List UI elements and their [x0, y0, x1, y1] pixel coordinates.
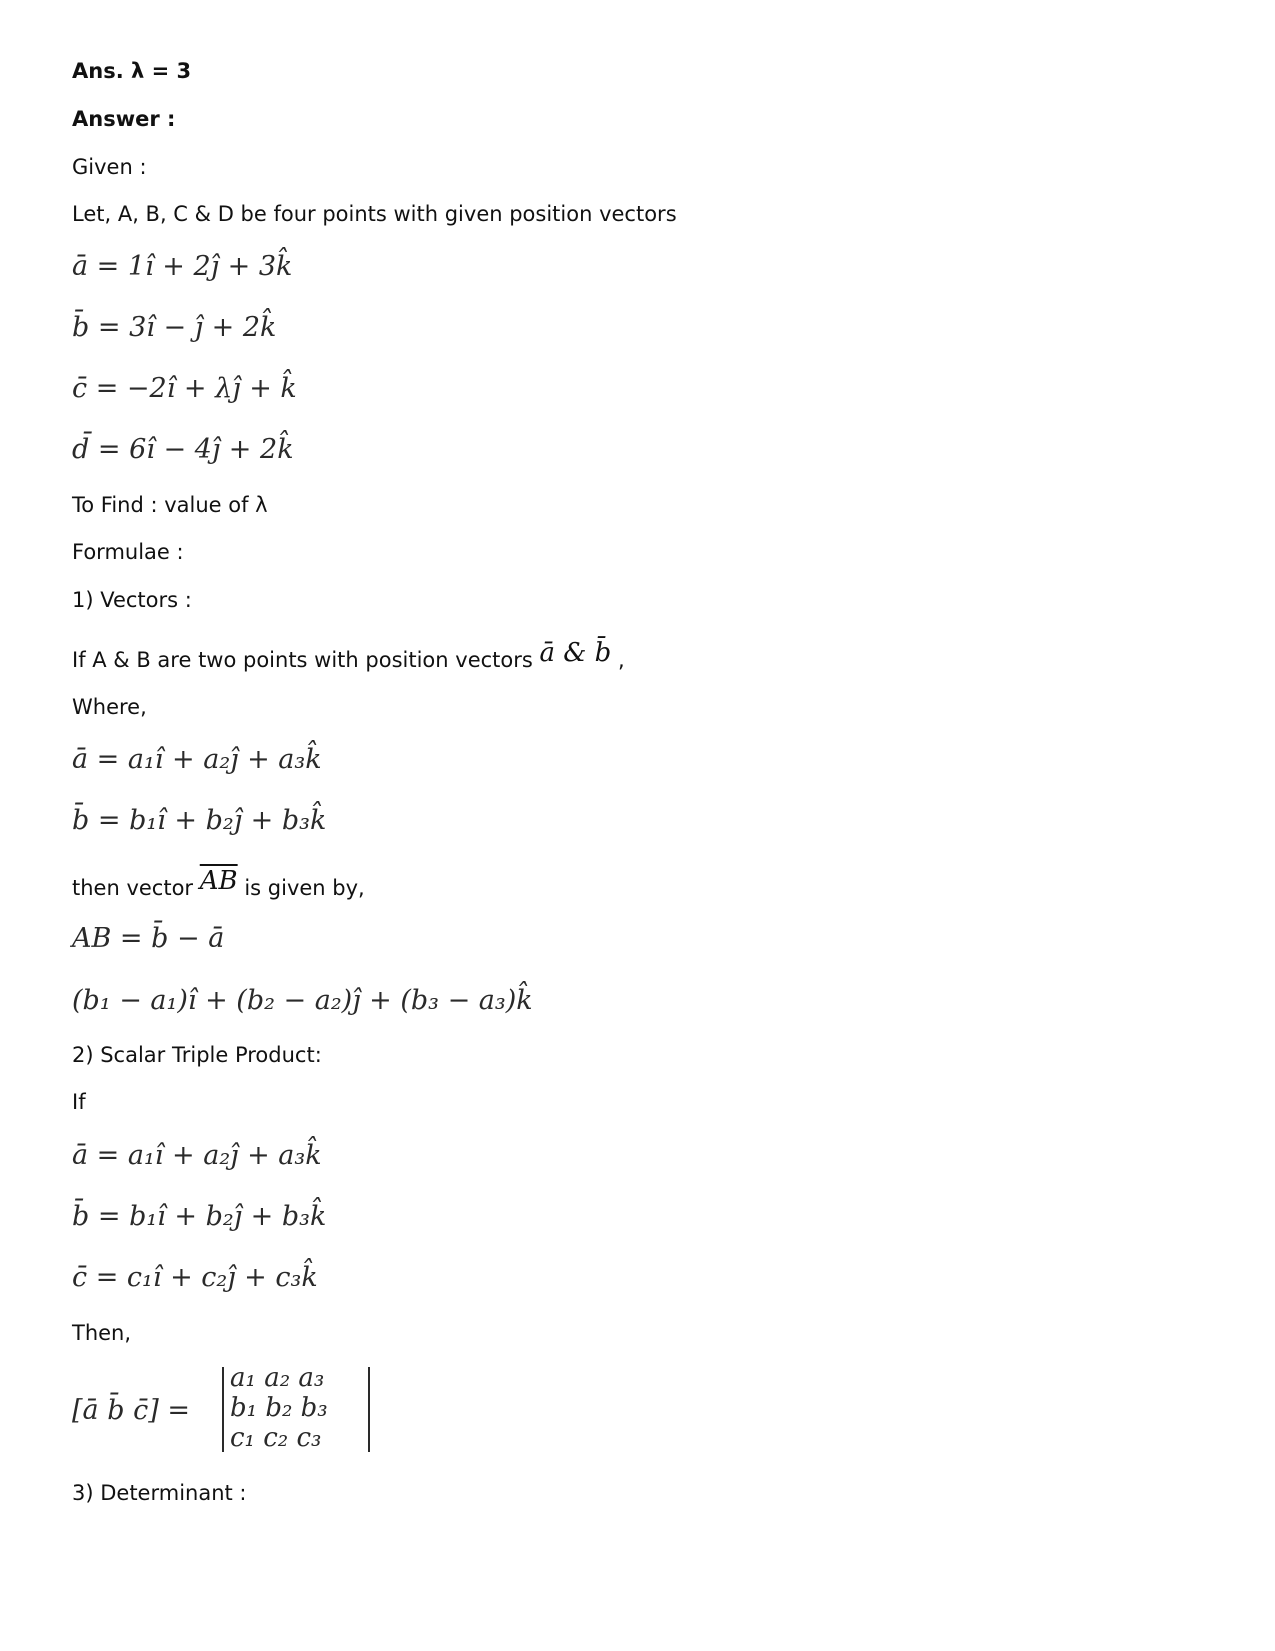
equation-a: ā = 1î + 2ĵ + 3k̂: [72, 251, 293, 282]
to-find-line: To Find : value of λ: [72, 493, 268, 517]
position-vectors-line: [72, 638, 625, 673]
vectors-heading: 1) Vectors :: [72, 588, 192, 612]
ab-equation: AB = b̄ − ā: [72, 923, 225, 954]
stp-c: c̄ = c₁î + c₂ĵ + c₃k̂: [72, 1262, 318, 1293]
equation-b: b̄ = 3î − ĵ + 2k̂: [72, 312, 277, 343]
general-a: ā = a₁î + a₂ĵ + a₃k̂: [72, 744, 322, 775]
given-statement: Let, A, B, C & D be four points with given position vectors: [72, 202, 677, 226]
equation-d: d̄ = 6î − 4ĵ + 2k̂: [72, 434, 294, 465]
given-label: Given :: [72, 155, 147, 179]
ab-symbol: $\overline{AB}$: [199, 866, 238, 896]
determinant-row-3: c₁ c₂ c₃: [230, 1423, 322, 1453]
is-given-by-text: is given by,: [244, 876, 365, 900]
determinant-row-1: a₁ a₂ a₃: [230, 1363, 325, 1393]
formulae-heading: Formulae :: [72, 540, 184, 564]
stp-b: b̄ = b₁î + b₂ĵ + b₃k̂: [72, 1201, 327, 1232]
stp-a: ā = a₁î + a₂ĵ + a₃k̂: [72, 1140, 322, 1171]
determinant-right-bar: [368, 1367, 370, 1452]
then-vector-text: then vector: [72, 876, 194, 900]
determinant-left-bar: [222, 1367, 224, 1452]
determinant-lhs: [ā b̄ c̄] =: [72, 1395, 190, 1426]
answer-value: Ans. λ = 3: [72, 59, 192, 83]
where-label: Where,: [72, 695, 147, 719]
general-b: b̄ = b₁î + b₂ĵ + b₃k̂: [72, 805, 327, 836]
determinant-heading: 3) Determinant :: [72, 1481, 247, 1505]
answer-heading: Answer :: [72, 107, 176, 131]
equation-c: c̄ = −2î + λĵ + k̂: [72, 373, 297, 404]
position-vectors-math: ā & b̄: [539, 638, 612, 668]
then-vector-line: [72, 866, 365, 901]
determinant-row-2: b₁ b₂ b₃: [230, 1393, 328, 1423]
ab-expanded: (b₁ − a₁)î + (b₂ − a₂)ĵ + (b₃ − a₃)k̂: [72, 985, 533, 1016]
position-vectors-text: If A & B are two points with position vectors: [72, 648, 533, 672]
position-vectors-comma: ,: [618, 648, 625, 672]
if-label: If: [72, 1090, 86, 1114]
then-label: Then,: [72, 1321, 132, 1345]
scalar-triple-product-heading: 2) Scalar Triple Product:: [72, 1043, 322, 1067]
